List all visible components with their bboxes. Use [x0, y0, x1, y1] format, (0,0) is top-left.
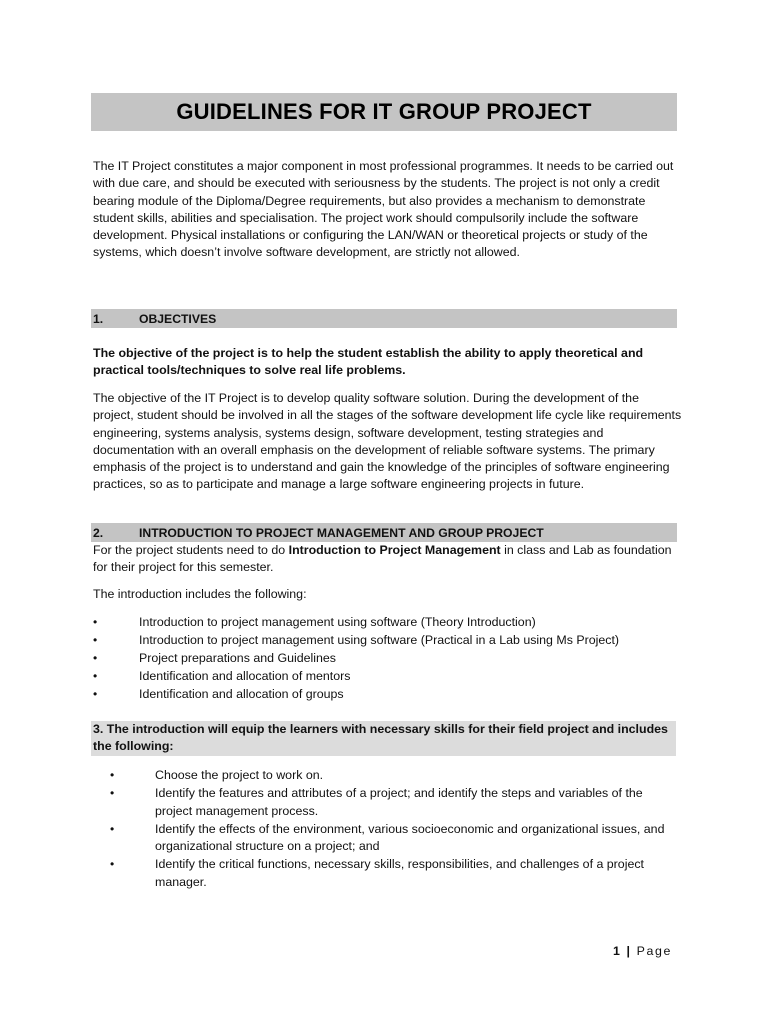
page-footer	[613, 944, 672, 958]
bullet-icon: •	[93, 669, 98, 683]
section-3-heading: 3. The introduction will equip the learners with necessary skills for their field project and includes the following:	[91, 721, 676, 756]
objective-body: The objective of the IT Project is to develop quality software solution. During the development of the project, student should be involved in all the stages of the software development life cycle like requirements engineering, systems analysis, systems design, software development, testing strategies and documentation with an overall emphasis on the development of reliable software systems. The primary emphasis of the project is to understand and gain the knowledge of the principles of software engineering practices, so as to participate and manage a large software engineering projects in future.	[93, 391, 682, 492]
section-1-title: OBJECTIVES	[139, 311, 217, 326]
bullet-icon: •	[93, 687, 98, 701]
bullet-icon: •	[110, 768, 115, 782]
list-item: • Identification and allocation of groups	[93, 687, 344, 701]
includes-label: The introduction includes the following:	[93, 587, 307, 601]
list-item: • Identify the features and attributes of a project; and identify the steps and variables of the project management process.	[110, 786, 643, 818]
bullet-icon: •	[110, 821, 115, 836]
list-item: • Introduction to project management using software (Practical in a Lab using Ms Project)	[93, 633, 620, 647]
bullet-icon: •	[93, 615, 98, 629]
page-separator: |	[621, 944, 637, 958]
bullet-icon: •	[110, 786, 115, 801]
page-number: 1	[613, 944, 622, 958]
intro-paragraph: The IT Project constitutes a major component in most professional programmes. It needs to be carried out with due care, and should be executed with seriousness by the students. The project is not only a credit bearing module of the Diploma/Degree requirements, but also provides a mechanism to demonstrate student skills, abilities and specialisation. The project work should compulsorily include the software development. Physical installations or configuring the LAN/WAN or theoretical projects or study of the systems, which doesn’t involve software development, are strictly not allowed.	[93, 159, 674, 260]
section-2-intro-bold: Introduction to Project Management	[288, 543, 501, 557]
title-bar	[91, 93, 677, 131]
page-label: Page	[636, 944, 672, 958]
section-2-title: INTRODUCTION TO PROJECT MANAGEMENT AND GROUP PROJECT	[139, 525, 544, 540]
section-2-heading	[91, 523, 677, 542]
list-item: • Identify the critical functions, necessary skills, responsibilities, and challenges of a project manager.	[110, 857, 644, 889]
section-1-heading	[91, 309, 677, 328]
document-title: GUIDELINES FOR IT GROUP PROJECT	[176, 99, 592, 124]
section-2-number: 2.	[93, 525, 104, 540]
list-item: • Choose the project to work on.	[110, 767, 680, 784]
bullet-icon: •	[110, 857, 115, 872]
list-item: • Identify the effects of the environment, various socioeconomic and organizational issues, and organizational structure on a project; and	[110, 821, 665, 854]
bullet-icon: •	[93, 651, 98, 665]
section-2-intro-start: For the project students need to do	[93, 543, 289, 557]
list-item: • Introduction to project management using software (Theory Introduction)	[93, 615, 536, 629]
list-item: • Project preparations and Guidelines	[93, 651, 336, 665]
list-item: • Identification and allocation of mentors	[93, 669, 351, 683]
objective-statement: The objective of the project is to help the student establish the ability to apply theoretical and practical tools/techniques to solve real life problems.	[93, 346, 644, 378]
bullet-icon: •	[93, 633, 98, 647]
section-2-intro	[93, 542, 683, 577]
section-3-list	[110, 767, 680, 892]
section-1-number: 1.	[93, 311, 104, 326]
section-2-list	[93, 613, 683, 703]
section-2-intro-end: in class and Lab as foundation for their project for this semester.	[93, 543, 672, 575]
